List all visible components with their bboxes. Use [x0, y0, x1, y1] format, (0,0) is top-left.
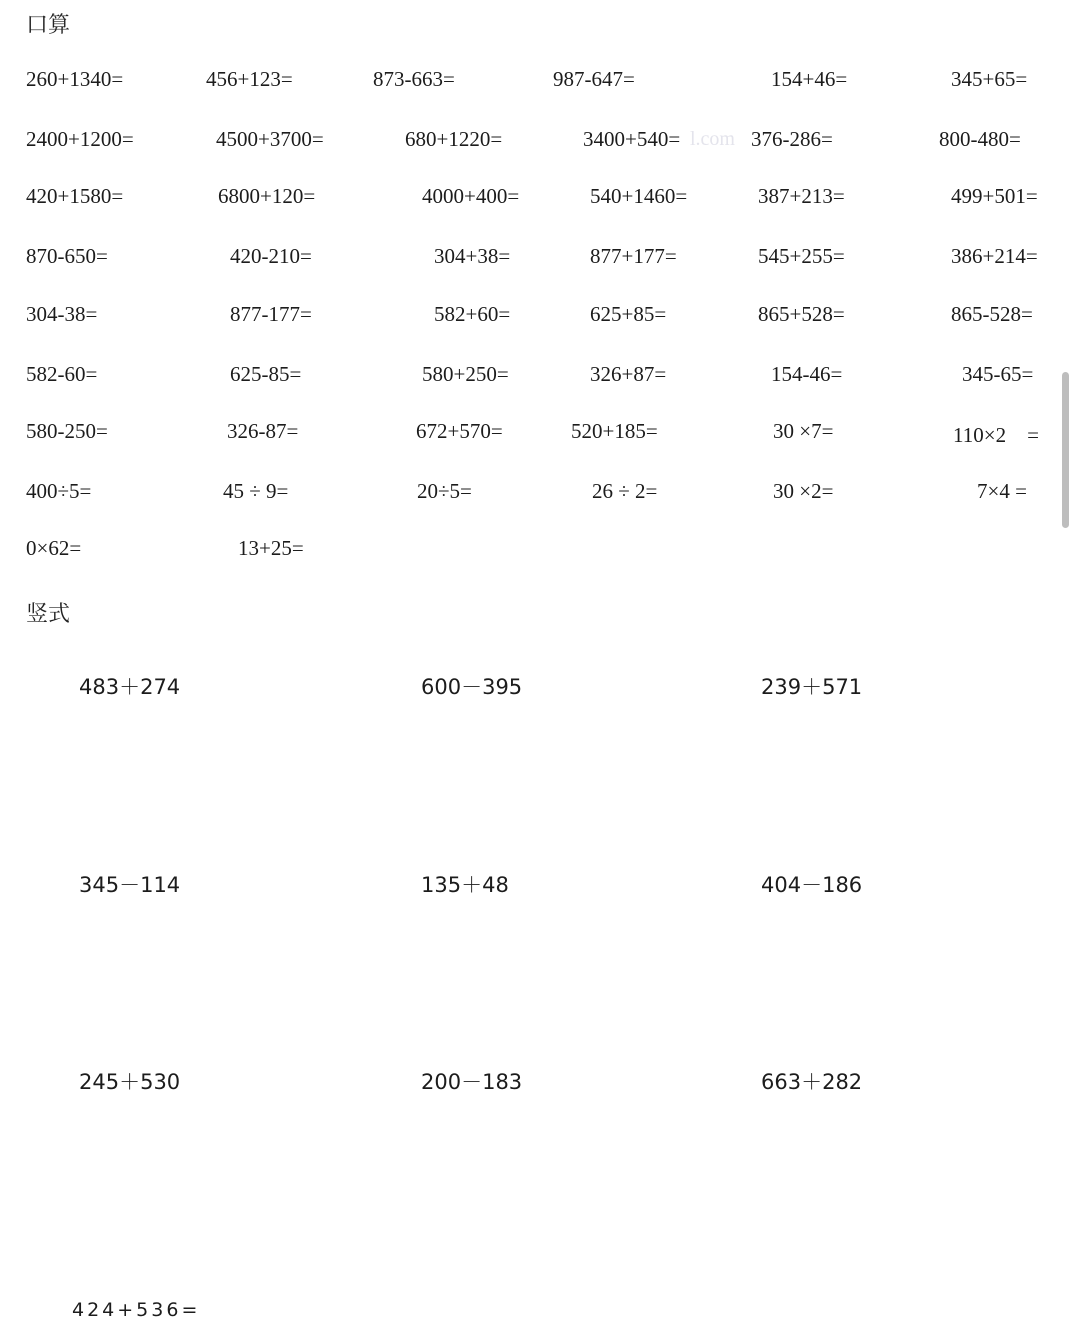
oral-problem: 30 ×7=: [773, 419, 834, 443]
oral-row-9: [0, 536, 1079, 566]
oral-problem: 580+250=: [422, 362, 509, 386]
oral-problem: 154+46=: [771, 67, 848, 91]
oral-problem: 520+185=: [571, 419, 658, 443]
oral-problem: 154-46=: [771, 362, 843, 386]
oral-row-2: [0, 127, 1079, 157]
oral-problem: 4000+400=: [422, 184, 520, 208]
oral-problem: 877-177=: [230, 302, 312, 326]
oral-problem: 376-286=: [751, 127, 833, 151]
oral-problem: 386+214=: [951, 244, 1038, 268]
oral-problem: 865+528=: [758, 302, 845, 326]
final-equation: 424+536=: [72, 1299, 201, 1321]
oral-problem: 540+1460=: [590, 184, 688, 208]
oral-row-6: [0, 362, 1079, 392]
oral-problem: 13+25=: [238, 536, 304, 560]
oral-problem: 30 ×2=: [773, 479, 834, 503]
oral-row-1: [0, 67, 1079, 97]
oral-problem: 499+501=: [951, 184, 1038, 208]
oral-problem: 987-647=: [553, 67, 635, 91]
oral-problem: 304+38=: [434, 244, 511, 268]
oral-problem: 45 ÷ 9=: [223, 479, 289, 503]
oral-problem: 625+85=: [590, 302, 667, 326]
oral-row-8: [0, 479, 1079, 509]
vertical-problem: 600－395: [421, 675, 523, 699]
oral-problem: 582+60=: [434, 302, 511, 326]
oral-problem: 3400+540=: [583, 127, 681, 151]
oral-problem: 873-663=: [373, 67, 455, 91]
vertical-problem: 404－186: [761, 873, 863, 897]
vertical-problem: 200－183: [421, 1070, 523, 1094]
oral-problem: 345+65=: [951, 67, 1028, 91]
oral-problem: 20÷5=: [417, 479, 472, 503]
oral-problem: 345-65=: [962, 362, 1034, 386]
oral-problem: 877+177=: [590, 244, 677, 268]
oral-problem: 580-250=: [26, 419, 108, 443]
oral-problem: 420+1580=: [26, 184, 124, 208]
vertical-problem: 483＋274: [79, 675, 181, 699]
oral-problem: 545+255=: [758, 244, 845, 268]
oral-problem: 582-60=: [26, 362, 98, 386]
oral-problem: 326+87=: [590, 362, 667, 386]
vertical-problem: 663＋282: [761, 1070, 863, 1094]
oral-problem: 870-650=: [26, 244, 108, 268]
oral-problem: 326-87=: [227, 419, 299, 443]
oral-problem: 7×4 =: [977, 479, 1027, 503]
vertical-problem: 239＋571: [761, 675, 863, 699]
oral-problem: 387+213=: [758, 184, 845, 208]
oral-problem: 400÷5=: [26, 479, 92, 503]
oral-problem: 0×62=: [26, 536, 82, 560]
oral-problem: 456+123=: [206, 67, 293, 91]
vertical-problem: 245＋530: [79, 1070, 181, 1094]
oral-row-3: [0, 184, 1079, 214]
vertical-heading: 竖式: [26, 602, 71, 627]
oral-problem: 865-528=: [951, 302, 1033, 326]
oral-problem: 260+1340=: [26, 67, 124, 91]
vertical-problem: 345－114: [79, 873, 181, 897]
oral-problem: 420-210=: [230, 244, 312, 268]
oral-problem: 800-480=: [939, 127, 1021, 151]
oral-problem: 672+570=: [416, 419, 503, 443]
oral-row-7: [0, 419, 1079, 449]
oral-problem: 4500+3700=: [216, 127, 324, 151]
oral-problem: 110×2 =: [953, 423, 1039, 447]
oral-problem: 6800+120=: [218, 184, 316, 208]
scrollbar-thumb[interactable]: [1062, 372, 1069, 528]
oral-row-4: [0, 244, 1079, 274]
oral-problem: 304-38=: [26, 302, 98, 326]
oral-row-5: [0, 302, 1079, 332]
oral-problem: 680+1220=: [405, 127, 503, 151]
watermark-text: l.com: [690, 128, 735, 150]
vertical-problem: 135＋48: [421, 873, 509, 897]
oral-problem: 26 ÷ 2=: [592, 479, 658, 503]
oral-problem: 2400+1200=: [26, 127, 134, 151]
oral-heading: 口算: [26, 13, 71, 38]
oral-problem: 625-85=: [230, 362, 302, 386]
